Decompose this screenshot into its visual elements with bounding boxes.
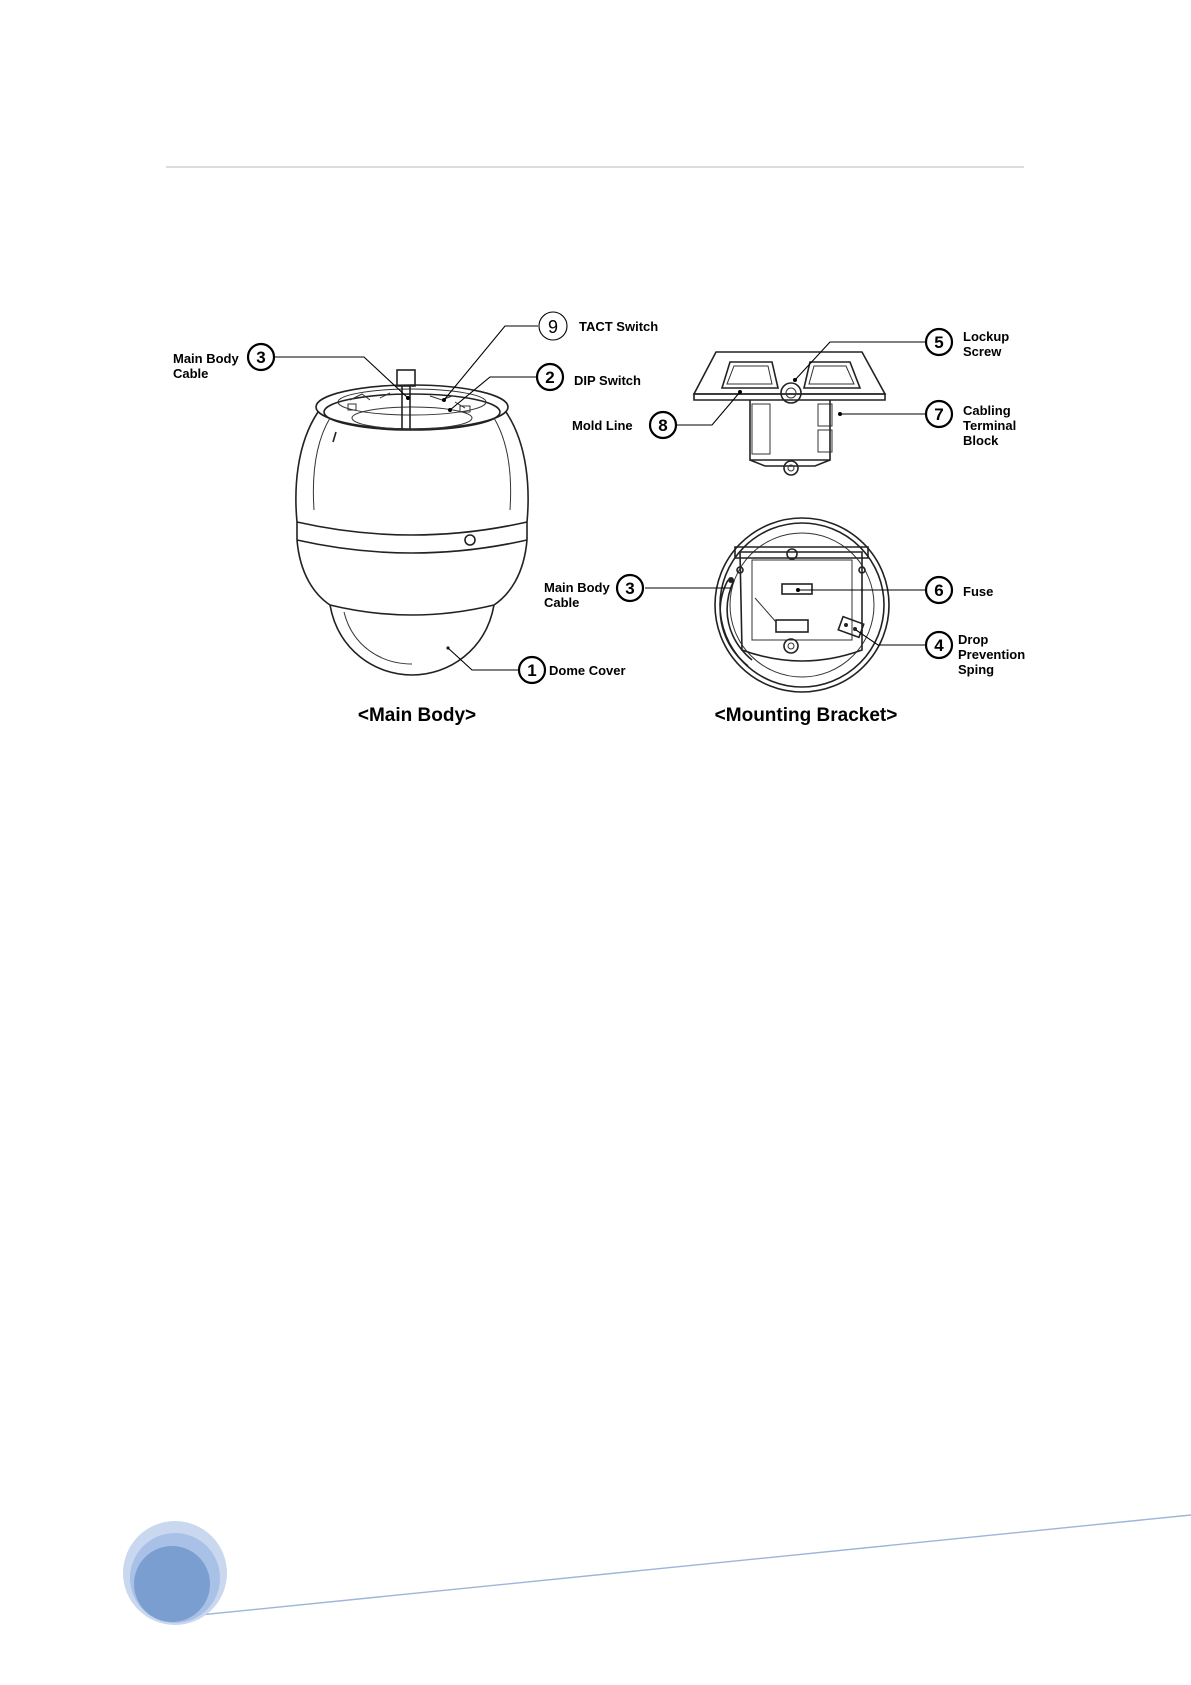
footer-line xyxy=(170,1515,1191,1618)
callout-label: Fuse xyxy=(963,584,994,599)
callout-label: Mold Line xyxy=(572,418,633,433)
footer-decoration xyxy=(123,1515,1191,1625)
callout-label: Main Body xyxy=(173,351,239,366)
caption-main-body: <Main Body> xyxy=(357,705,477,726)
callout-tact-switch xyxy=(539,312,658,340)
callout-dome-cover xyxy=(519,657,626,683)
callout-label: Prevention xyxy=(958,647,1026,662)
callout-number: 3 xyxy=(256,348,266,367)
main-body-drawing xyxy=(296,370,528,675)
callout-label: Block xyxy=(963,433,999,448)
callout-main-body-cable-a xyxy=(173,344,274,381)
callout-label: Drop xyxy=(958,632,989,647)
callout-number: 3 xyxy=(625,579,635,598)
callout-number: 4 xyxy=(934,636,944,655)
callout-label: Screw xyxy=(963,344,1002,359)
footer-circle-inner xyxy=(134,1546,210,1622)
bracket-top-drawing xyxy=(715,518,889,692)
callout-number: 2 xyxy=(545,368,555,387)
callout-number: 7 xyxy=(934,405,944,424)
callout-number: 8 xyxy=(658,416,668,435)
callout-label: Dome Cover xyxy=(549,663,626,678)
callout-number: 6 xyxy=(934,581,944,600)
callout-drop-prevention-spring xyxy=(926,632,1025,677)
callout-number: 5 xyxy=(934,333,944,352)
callout-cabling-terminal-block xyxy=(926,401,1016,448)
callout-fuse xyxy=(926,577,993,603)
callout-mold-line xyxy=(572,412,676,438)
callout-label: TACT Switch xyxy=(579,319,659,334)
callout-label: Cable xyxy=(173,366,209,381)
callout-label: Terminal xyxy=(963,418,1017,433)
callout-label: Cabling xyxy=(963,403,1011,418)
callout-label: Lockup xyxy=(963,329,1010,344)
callout-label: Sping xyxy=(958,662,995,677)
callout-label: DIP Switch xyxy=(574,373,641,388)
callout-label: Main Body xyxy=(544,580,610,595)
callout-number: 1 xyxy=(527,661,537,680)
callout-main-body-cable-b xyxy=(544,575,643,610)
callout-dip-switch xyxy=(537,364,641,390)
callout-label: Cable xyxy=(544,595,580,610)
caption-mounting-bracket: <Mounting Bracket> xyxy=(714,705,898,726)
callout-number: 9 xyxy=(547,317,559,337)
callout-lockup-screw xyxy=(926,329,1009,359)
